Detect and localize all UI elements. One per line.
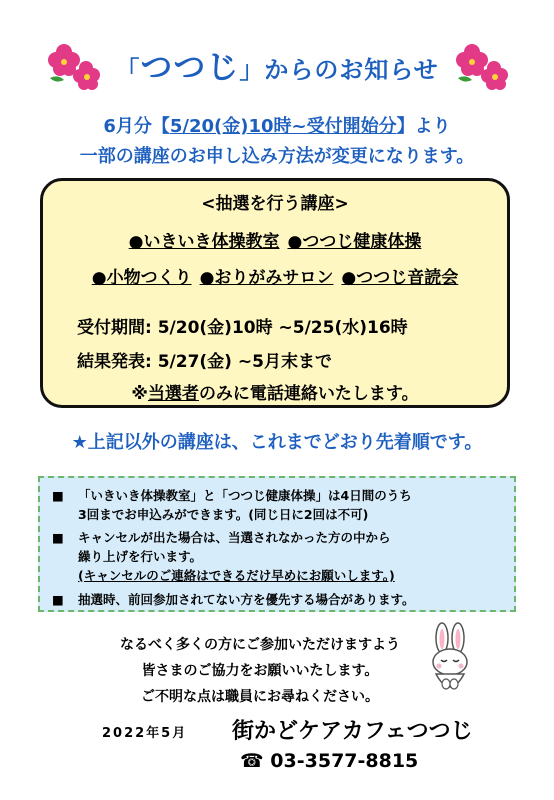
note-mark: ※ <box>131 384 148 404</box>
closing-line: 皆さまのご協力をお願いいたします。 <box>141 663 379 679</box>
intro-prefix: 6月分【 <box>103 116 170 137</box>
note-line: (キャンセルのご連絡はできるだけ早めにお願いします。) <box>78 568 395 583</box>
issue-date: 2022年5月 <box>102 726 188 741</box>
course-item: ●おりがみサロン <box>199 268 334 288</box>
note-line: 「いきいき体操教室」と「つつじ健康体操」は4日間のうち <box>78 488 412 503</box>
course-row-2 <box>43 263 507 288</box>
course-item: ●小物つくり <box>91 268 192 288</box>
title-bracket-open: 「 <box>115 56 141 84</box>
intro-line-1 <box>0 112 554 142</box>
phone-number <box>240 750 418 772</box>
closing-line: なるべく多くの方にご参加いただけますよう <box>120 637 400 653</box>
title-name: つつじ <box>140 48 240 86</box>
title-suffix: からのお知らせ <box>264 56 439 84</box>
lottery-note <box>43 379 507 404</box>
note-line: 繰り上げを行います。 <box>78 549 203 564</box>
note-suffix: のみに電話連絡いたします。 <box>198 384 419 404</box>
lottery-box <box>40 178 510 408</box>
course-item: ●つつじ健康体操 <box>287 232 422 252</box>
phone-digits: 03-3577-8815 <box>270 750 419 772</box>
intro-line-2: 一部の講座のお申し込み方法が変更になります。 <box>79 146 475 167</box>
intro-text <box>0 112 554 172</box>
notes-box <box>38 476 516 612</box>
note-line: キャンセルが出た場合は、当選されなかった方の中から <box>78 530 391 545</box>
course-row-1 <box>43 227 507 252</box>
reception-period: 受付期間: 5/20(金)10時 ~5/25(水)16時 <box>77 318 408 338</box>
square-bullet-icon: ■ <box>52 592 64 607</box>
result-announcement: 結果発表: 5/27(金) ~5月末まで <box>77 352 332 372</box>
intro-highlight: 5/20(金)10時~受付開始分 <box>169 116 397 137</box>
first-come-notice: ★上記以外の講座は、これまでどおり先着順です。 <box>71 432 483 453</box>
note-line: 3回までお申込みができます。(同じ日に2回は不可) <box>78 507 369 522</box>
closing-message <box>70 632 450 710</box>
course-item: ●いきいき体操教室 <box>128 232 280 252</box>
azalea-flower-icon <box>450 38 512 96</box>
header <box>0 36 554 100</box>
note-underlined: 当選者 <box>147 384 199 404</box>
square-bullet-icon: ■ <box>52 488 64 503</box>
organization-name: 街かどケアカフェつつじ <box>232 719 473 744</box>
closing-line: ご不明な点は職員にお尋ねください。 <box>141 689 379 705</box>
note-line: 抽選時、前回参加されてない方を優先する場合があります。 <box>78 592 415 607</box>
title-bracket-close: 」 <box>239 56 265 84</box>
course-item: ●つつじ音読会 <box>341 268 459 288</box>
telephone-icon: ☎ <box>240 750 264 772</box>
square-bullet-icon: ■ <box>52 530 64 545</box>
lottery-heading: <抽選を行う講座> <box>201 194 349 214</box>
intro-suffix: 】より <box>396 116 451 137</box>
rabbit-illustration <box>422 622 478 698</box>
